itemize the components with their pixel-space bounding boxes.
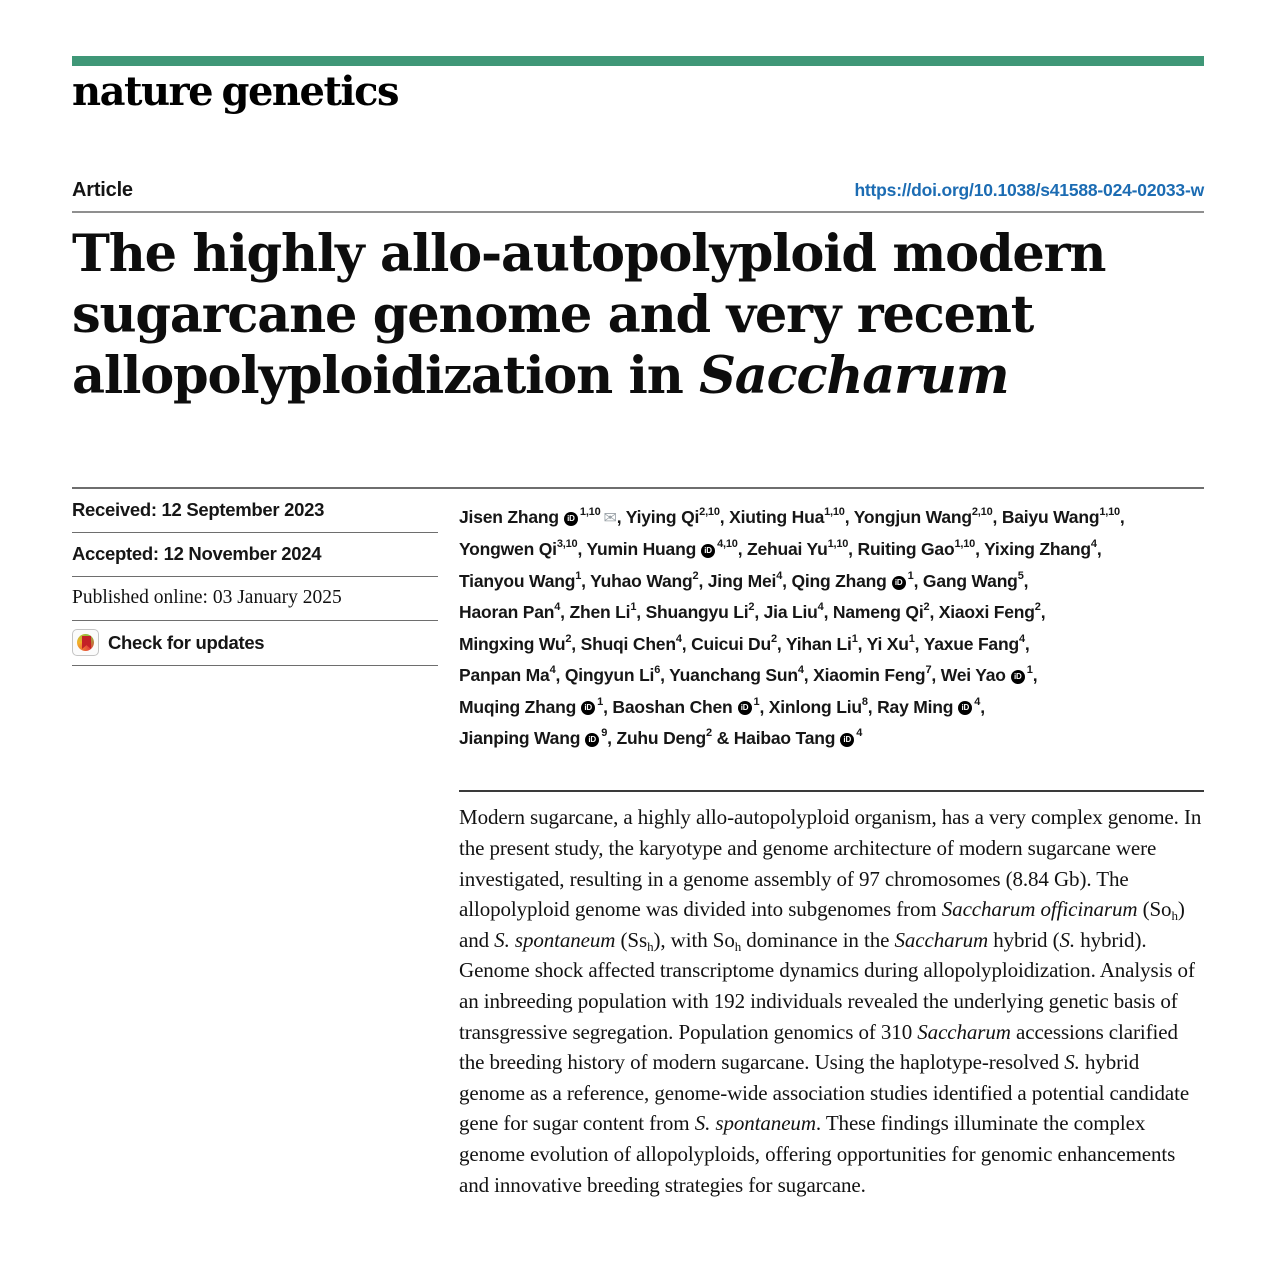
orcid-icon[interactable]: iD bbox=[564, 512, 578, 526]
orcid-icon[interactable]: iD bbox=[585, 733, 599, 747]
author-line: Mingxing Wu$^2$, Shuqi Chen$^4$, Cuicui Du$^2$, Yihan Li$^1$, Yi Xu$^1$, Yaxue Fang$^4$, bbox=[459, 632, 1030, 654]
orcid-icon[interactable]: iD bbox=[840, 733, 854, 747]
article-title: The highly allo-autopolyploid modern sugarcane genome and very recent allopolyploidization in Saccharum bbox=[72, 224, 1106, 406]
header-rule bbox=[72, 211, 1204, 213]
orcid-icon[interactable]: iD bbox=[1011, 670, 1025, 684]
author-line: Haoran Pan$^4$, Zhen Li$^1$, Shuangyu Li$^2$, Jia Liu$^4$, Nameng Qi$^2$, Xiaoxi Feng$^2$, bbox=[459, 601, 1046, 623]
orcid-icon[interactable]: iD bbox=[738, 701, 752, 715]
orcid-icon[interactable]: iD bbox=[701, 544, 715, 558]
authors-and-abstract-column bbox=[459, 489, 1204, 1200]
abstract-rule bbox=[459, 790, 1204, 792]
check-for-updates-button[interactable] bbox=[72, 621, 438, 666]
orcid-icon[interactable]: iD bbox=[581, 701, 595, 715]
email-icon[interactable]: ✉ bbox=[603, 509, 617, 527]
check-for-updates-label: Check for updates bbox=[108, 631, 265, 653]
meta-and-authors-section bbox=[72, 487, 1204, 1200]
author-line: Tianyou Wang$^1$, Yuhao Wang$^2$, Jing Mei$^4$, Qing Zhang $iD^1$, Gang Wang$^5$, bbox=[459, 569, 1029, 591]
orcid-icon[interactable]: iD bbox=[958, 701, 972, 715]
author-line: Muqing Zhang $iD^1$, Baoshan Chen $iD^1$, Xinlong Liu$^8$, Ray Ming $iD^4$, bbox=[459, 695, 985, 717]
journal-logo: nature genetics bbox=[72, 68, 399, 115]
crossmark-icon bbox=[72, 629, 99, 656]
author-line: Yongwen Qi$^{3,10}$, Yumin Huang iD$^{4,10}$, Zehuai Yu$^{1,10}$, Ruiting Gao$^{1,10}$, Yixing Zhang$^4$, bbox=[459, 538, 1102, 560]
article-meta-column bbox=[72, 489, 438, 666]
author-list bbox=[459, 500, 1204, 752]
orcid-icon[interactable]: iD bbox=[892, 576, 906, 590]
received-date: Received: 12 September 2023 bbox=[72, 489, 438, 533]
author-line: Jisen Zhang iD$^{1,10}$ ✉, Yiying Qi$^{2,10}$, Xiuting Hua$^{1,10}$, Yongjun Wang$^{2,10}$, Baiyu Wang$^{1,10}$, bbox=[459, 506, 1125, 527]
accepted-date: Accepted: 12 November 2024 bbox=[72, 533, 438, 577]
published-date: Published online: 03 January 2025 bbox=[72, 577, 438, 621]
article-header-row bbox=[72, 179, 1204, 202]
abstract-text: Modern sugarcane, a highly allo-autopolyploid organism, has a very complex genome. In the present study, the karyotype and genome architecture of modern sugarcane were investigated, resulting in a genome assembly of 97 chromosomes (8.84 Gb). The allopolyploid genome was divided into subgenomes from Saccharum officinarum $(So_h)$ and S. spontaneum $(Ss_h)$, with $So_h$ dominance in the Saccharum hybrid (S. hybrid). Genome shock affected transcriptome dynamics during allopolyploidization. Analysis of an inbreeding population with 192 individuals revealed the underlying genetic basis of transgressive segregation. Population genomics of 310 Saccharum accessions clarified the breeding history of modern sugarcane. Using the haplotype-resolved S. hybrid genome as a reference, genome-wide association studies identified a potential candidate gene for sugar content from S. spontaneum. These findings illuminate the complex genome evolution of allopolyploids, offering opportunities for genomic enhancements and innovative breeding strategies for sugarcane. bbox=[459, 805, 1202, 1197]
author-line: Jianping Wang $iD^9$, Zuhu Deng$^2$ & Haibao Tang $iD^4$ bbox=[459, 726, 863, 748]
doi-link[interactable]: https://doi.org/10.1038/s41588-024-02033-w bbox=[854, 180, 1204, 200]
author-line: Panpan Ma$^4$, Qingyun Li$^6$, Yuanchang Sun$^4$, Xiaomin Feng$^7$, Wei Yao $iD^1$, bbox=[459, 664, 1038, 685]
article-type-label: Article bbox=[72, 179, 133, 201]
journal-brand-bar bbox=[72, 56, 1204, 66]
